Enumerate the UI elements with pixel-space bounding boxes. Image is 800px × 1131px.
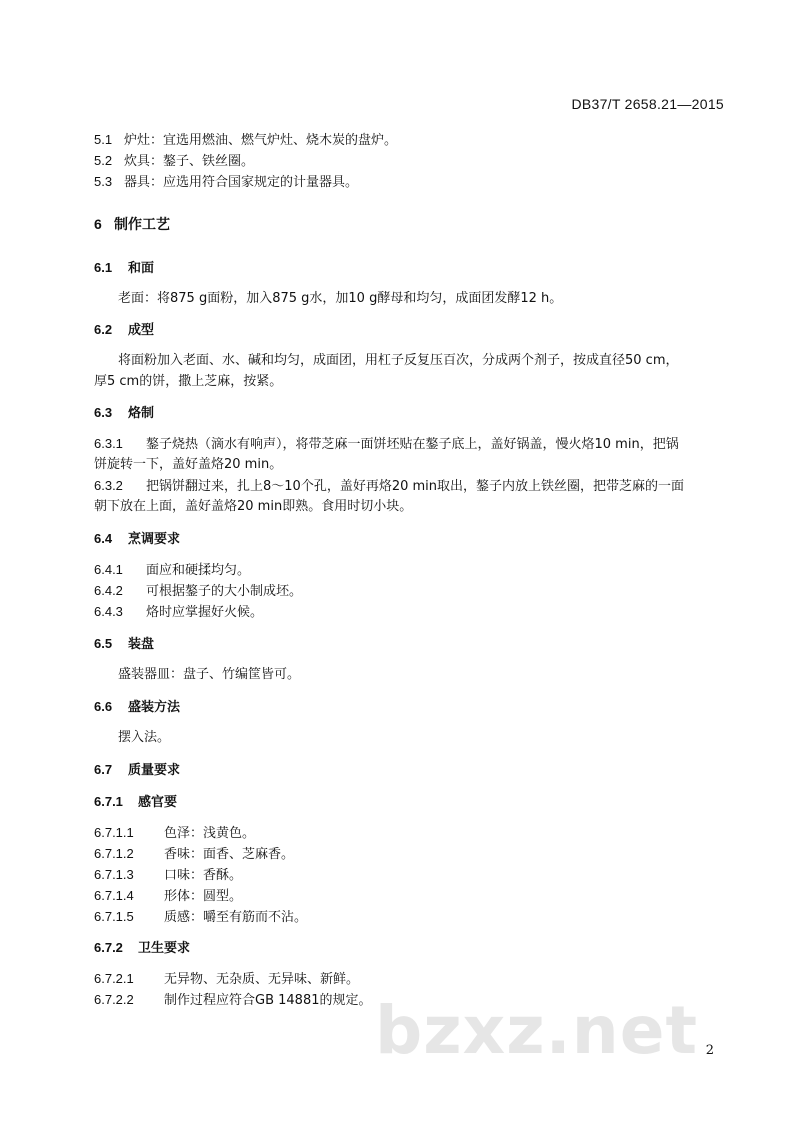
item-text: 把锅饼翻过来，扎上8～10个孔，盖好再烙20 min取出，鏊子内放上铁丝圈，把带芝麻的一面 bbox=[146, 479, 685, 494]
section-6-2-heading bbox=[94, 320, 154, 341]
item-6-4-3 bbox=[94, 602, 263, 623]
item-6-4-1 bbox=[94, 560, 250, 581]
section-number: 6.2 bbox=[94, 322, 113, 337]
section-title: 卫生要求 bbox=[138, 941, 191, 956]
item-6-3-2-line-2: 朝下放在上面，盖好盖烙20 min即熟。食用时切小块。 bbox=[94, 499, 413, 514]
section-6-5-body: 盛装器皿：盘子、竹编筐皆可。 bbox=[118, 667, 301, 682]
item-6-7-2-1 bbox=[94, 969, 359, 990]
item-number: 6.7.1.1 bbox=[94, 825, 134, 840]
section-title: 和面 bbox=[128, 261, 155, 276]
item-text: 炊具：鏊子、铁丝圈。 bbox=[124, 154, 255, 169]
section-title: 成型 bbox=[128, 323, 155, 338]
item-number: 6.7.1.2 bbox=[94, 846, 134, 861]
item-text: 质感：嚼至有筋而不沾。 bbox=[164, 910, 308, 925]
item-6-7-1-2 bbox=[94, 844, 294, 865]
section-title: 制作工艺 bbox=[114, 217, 170, 233]
watermark: bzxz.net bbox=[375, 992, 699, 1069]
item-text: 烙时应掌握好火候。 bbox=[146, 605, 264, 620]
section-6-5-heading bbox=[94, 634, 154, 655]
section-number: 6.7 bbox=[94, 762, 113, 777]
item-6-3-2-line-1 bbox=[94, 476, 684, 497]
item-text: 鏊子烧热（滴水有响声），将带芝麻一面饼坯贴在鏊子底上，盖好锅盖，慢火烙10 min，把锅 bbox=[146, 437, 679, 452]
section-number: 6 bbox=[94, 216, 102, 232]
item-6-3-1-line-2: 饼旋转一下，盖好盖烙20 min。 bbox=[94, 457, 283, 472]
item-text: 面应和硬揉均匀。 bbox=[146, 563, 251, 578]
item-number: 6.7.2.2 bbox=[94, 992, 134, 1007]
section-6-1-body: 老面：将875 g面粉，加入875 g水，加10 g酵母和均匀，成面团发酵12 h。 bbox=[118, 291, 563, 306]
item-text: 可根据鏊子的大小制成坯。 bbox=[146, 584, 303, 599]
item-text: 色泽：浅黄色。 bbox=[164, 826, 256, 841]
item-number: 6.3.1 bbox=[94, 436, 123, 451]
section-number: 6.7.1 bbox=[94, 794, 123, 809]
section-6-6-heading bbox=[94, 697, 180, 718]
item-text: 口味：香酥。 bbox=[164, 868, 243, 883]
item-number: 6.4.1 bbox=[94, 562, 123, 577]
item-text: 无异物、无杂质、无异味、新鲜。 bbox=[164, 972, 360, 987]
section-title: 烹调要求 bbox=[128, 532, 181, 547]
item-number: 6.7.1.4 bbox=[94, 888, 134, 903]
page-number: 2 bbox=[705, 1043, 714, 1058]
item-number: 5.3 bbox=[94, 174, 113, 189]
item-6-4-2 bbox=[94, 581, 302, 602]
section-6-7-2-heading bbox=[94, 938, 190, 959]
section-title: 装盘 bbox=[128, 637, 155, 652]
section-6-2-body-line-2: 厚5 cm的饼，撒上芝麻，按紧。 bbox=[94, 374, 283, 389]
section-title: 质量要求 bbox=[128, 763, 181, 778]
item-text: 炉灶：宜选用燃油、燃气炉灶、烧木炭的盘炉。 bbox=[124, 133, 398, 148]
section-number: 6.5 bbox=[94, 636, 113, 651]
section-6-6-body: 摆入法。 bbox=[118, 730, 171, 745]
item-number: 6.7.1.5 bbox=[94, 909, 134, 924]
section-number: 6.3 bbox=[94, 405, 113, 420]
item-6-7-1-1 bbox=[94, 823, 255, 844]
item-6-3-1-line-1 bbox=[94, 434, 679, 455]
section-number: 6.4 bbox=[94, 531, 113, 546]
section-6-heading bbox=[94, 214, 170, 235]
item-text: 形体：圆型。 bbox=[164, 889, 243, 904]
section-6-3-heading bbox=[94, 403, 154, 424]
item-number: 6.3.2 bbox=[94, 478, 123, 493]
item-number: 6.7.2.1 bbox=[94, 971, 134, 986]
item-text: 制作过程应符合GB 14881的规定。 bbox=[164, 993, 372, 1008]
item-5-1 bbox=[94, 130, 397, 151]
section-title: 烙制 bbox=[128, 406, 155, 421]
item-6-7-1-4 bbox=[94, 886, 242, 907]
item-number: 5.1 bbox=[94, 132, 113, 147]
section-title: 盛装方法 bbox=[128, 700, 181, 715]
section-6-2-body-line-1: 将面粉加入老面、水、碱和均匀，成面团，用杠子反复压百次，分成两个剂子，按成直径50 cm， bbox=[118, 353, 679, 368]
item-number: 6.7.1.3 bbox=[94, 867, 134, 882]
item-text: 香味：面香、芝麻香。 bbox=[164, 847, 295, 862]
item-number: 5.2 bbox=[94, 153, 113, 168]
section-title: 感官要 bbox=[138, 795, 178, 810]
item-number: 6.4.3 bbox=[94, 604, 123, 619]
standard-code: DB37/T 2658.21—2015 bbox=[571, 96, 724, 112]
section-number: 6.7.2 bbox=[94, 940, 123, 955]
item-6-7-1-5 bbox=[94, 907, 307, 928]
item-text: 器具：应选用符合国家规定的计量器具。 bbox=[124, 175, 359, 190]
item-6-7-1-3 bbox=[94, 865, 242, 886]
item-number: 6.4.2 bbox=[94, 583, 123, 598]
item-6-7-2-2 bbox=[94, 990, 371, 1011]
section-6-7-heading bbox=[94, 760, 180, 781]
section-6-7-1-heading bbox=[94, 792, 177, 813]
item-5-2 bbox=[94, 151, 254, 172]
section-6-1-heading bbox=[94, 258, 154, 279]
item-5-3 bbox=[94, 172, 358, 193]
section-6-4-heading bbox=[94, 529, 180, 550]
section-number: 6.6 bbox=[94, 699, 113, 714]
section-number: 6.1 bbox=[94, 260, 113, 275]
